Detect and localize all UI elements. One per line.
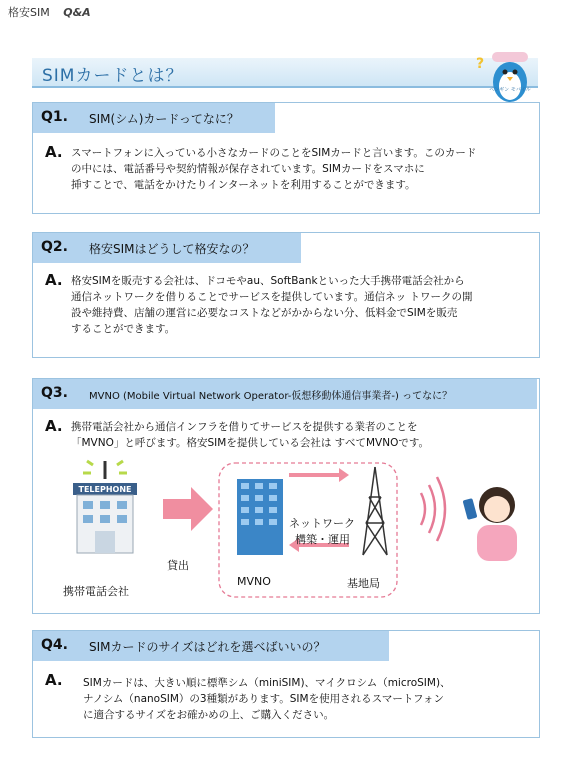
q1-card [32, 102, 540, 214]
lend-label: 貸出 [167, 559, 189, 572]
q3-line-1: 携帯電話会社から通信インフラを借りてサービスを提供する業者のことを [71, 421, 418, 433]
q2-question-bar [33, 233, 301, 263]
q2-answer [71, 273, 473, 337]
penguin-mascot-icon [470, 48, 536, 104]
network-arrow-right-icon [289, 468, 349, 482]
page-header [8, 4, 91, 20]
base-station-tower-icon [363, 467, 387, 555]
q3-number: Q3. [41, 385, 68, 401]
section-title: SIMカードとは？ [42, 66, 184, 86]
q1-line-3: 挿すことで、電話をかけたりインターネットを利用することができます。 [71, 179, 416, 191]
user-with-phone-icon [463, 487, 517, 561]
signal-waves-icon [421, 477, 445, 541]
q3-answer [71, 419, 429, 451]
q1-answer-mark: A. [45, 143, 63, 161]
q3-question-bar [33, 379, 537, 409]
q1-number: Q1. [41, 109, 68, 125]
q1-question: SIM(シム)カードってなに？ [89, 112, 239, 126]
lend-arrow-icon [163, 487, 213, 531]
q2-question: 格安SIMはどうして格安なの？ [89, 242, 255, 256]
mvno-building-icon [237, 479, 283, 555]
q4-answer [83, 675, 451, 723]
network-label-2: 構築・運用 [295, 533, 350, 546]
q1-line-2: の中には、電話番号や契約情報が保存されています。SIMカードをスマホに [71, 163, 425, 175]
svg-text:?: ? [476, 56, 485, 72]
section-title-bar [32, 58, 538, 88]
q4-number: Q4. [41, 637, 68, 653]
mvno-label: MVNO [237, 575, 271, 588]
telephone-sign: TELEPHONE [78, 485, 132, 494]
network-label-1: ネットワーク [289, 517, 355, 530]
header-title: 格安SIM [8, 6, 50, 19]
q4-line-3: に適合するサイズをお確かめの上、ご購入ください。 [83, 709, 335, 721]
q4-card [32, 630, 540, 738]
q2-answer-mark: A. [45, 271, 63, 289]
q3-card [32, 378, 540, 614]
q4-question: SIMカードのサイズはどれを選べばいいの？ [89, 640, 326, 654]
q4-line-1: SIMカードは、大きい順に標準シム（miniSIM)、マイクロシム（microSIM)、 [83, 677, 451, 689]
q2-line-3: 設や維持費、店舗の運営に必要なコストなどがかからない分、低料金でSIMを販売 [71, 307, 458, 319]
carrier-label: 携帯電話会社 [63, 585, 129, 598]
penguin-badge-text: ペンギン モバイル [489, 87, 531, 93]
q3-question: MVNO (Mobile Virtual Network Operator-仮想移動体通信事業者-) ってなに？ [89, 391, 453, 402]
header-qa: Q&A [63, 6, 91, 19]
q2-line-4: することができます。 [71, 323, 176, 335]
q1-answer [71, 145, 476, 193]
q4-answer-mark: A. [45, 671, 63, 689]
q2-line-2: 通信ネットワークを借りることでサービスを提供しています。通信ネッ トワークの開 [71, 291, 473, 303]
q4-line-2: ナノシム（nanoSIM）の3種類があります。SIMを使用されるスマートフォン [83, 693, 445, 705]
q3-line-2: 「MVNO」と呼びます。格安SIMを提供している会社は すべてMVNOです。 [71, 437, 429, 449]
q4-question-bar [33, 631, 389, 661]
q3-answer-mark: A. [45, 417, 63, 435]
carrier-building-icon [73, 461, 137, 553]
q2-line-1: 格安SIMを販売する会社は、ドコモやau、SoftBankといった大手携帯電話会社から [71, 275, 465, 287]
q2-number: Q2. [41, 239, 68, 255]
q1-line-1: スマートフォンに入っている小さなカードのことをSIMカードと言います。このカード [71, 147, 477, 159]
base-station-label: 基地局 [347, 577, 380, 590]
q1-question-bar [33, 103, 275, 133]
q2-card [32, 232, 540, 358]
